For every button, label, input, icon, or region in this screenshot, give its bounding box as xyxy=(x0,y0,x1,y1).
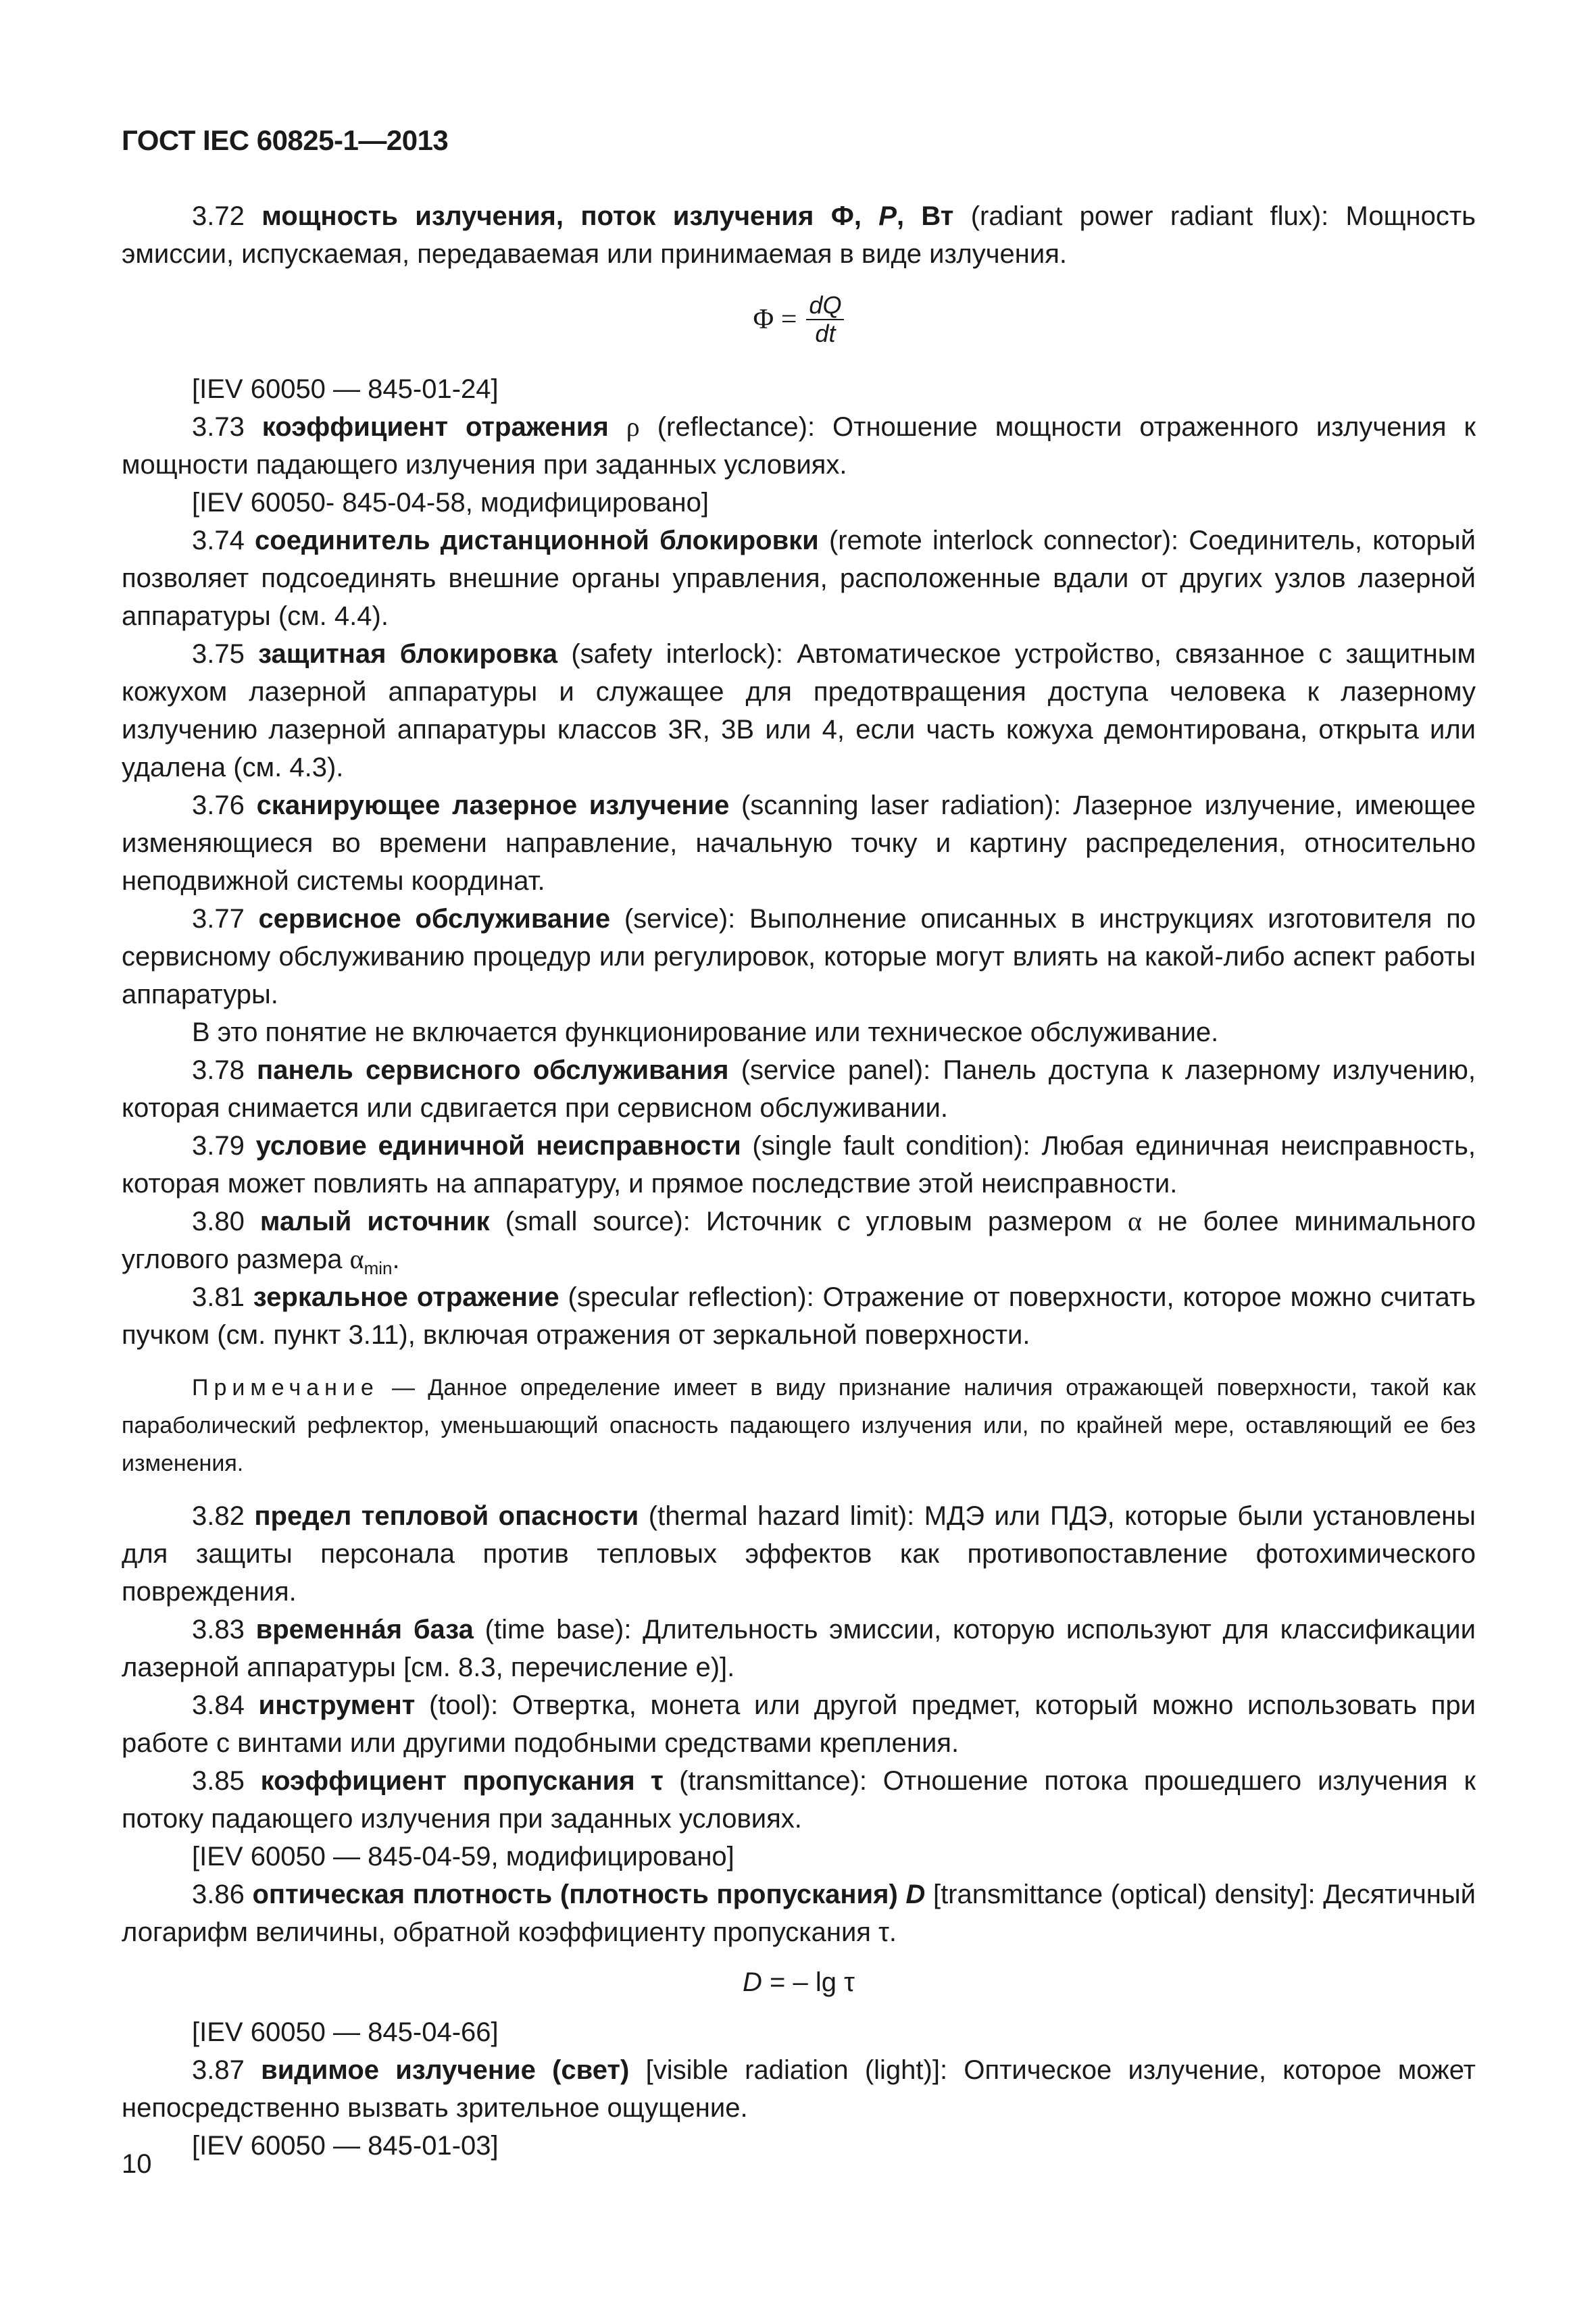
definition-3-78: 3.78 панель сервисного обслуживания (service panel): Панель доступа к лазерному излучению, которая снимается или сдвигается при сервисном обслуживании. xyxy=(122,1055,1476,1123)
note-text: — Данное определение имеет в виду признание наличия отражающей поверхности, такой как параболический рефлектор, уменьшающий опасность падающего излучения или, по крайней мере, оставляющий ее без изменения. xyxy=(122,1375,1476,1476)
definition-3-75: 3.75 защитная блокировка (safety interlock): Автоматическое устройство, связанное с защитным кожухом лазерной аппаратуры и служащее для предотвращения доступа человека к лазерному излучению лазерной аппаратуры классов 3R, 3B или 4, если часть кожуха демонтирована, открыта или удалена (см. 4.3). xyxy=(122,639,1476,782)
term: коэффициент пропускания τ xyxy=(260,1766,664,1796)
symbol: α xyxy=(349,1244,364,1274)
formula-radiant-flux xyxy=(122,292,1476,347)
definition-3-80: 3.80 малый источник (small source): Источник с угловым размером α не более минимального углового размера $\alpha_{min}$. xyxy=(122,1206,1476,1278)
term: мощность излучения, поток излучения Ф, P, Вт xyxy=(261,201,954,231)
term: условие единичной неисправности xyxy=(255,1131,741,1161)
symbol: ρ xyxy=(626,411,640,442)
definition-3-83: 3.83 временнáя база (time base): Длительность эмиссии, которую используют для классификации лазерной аппаратуры [см. 8.3, перечисление е)]. xyxy=(122,1615,1476,1682)
fraction xyxy=(806,292,844,347)
definition-3-76: 3.76 сканирующее лазерное излучение (scanning laser radiation): Лазерное излучение, имеющее изменяющиеся во времени направление, начальную точку и картину распределения, относительно неподвижной системы координат. xyxy=(122,790,1476,896)
definition-3-77-extra: В это понятие не включается функционирование или техническое обслуживание. xyxy=(192,1017,1219,1047)
term: зеркальное отражение xyxy=(253,1282,559,1312)
formula-optical-density: D = – lg τ xyxy=(743,1967,855,1997)
term: предел тепловой опасности xyxy=(254,1501,639,1531)
definition-3-74: 3.74 соединитель дистанционной блокировки (remote interlock connector): Соединитель, который позволяет подсоединять внешние органы управления, расположенные вдали от других узлов лазерной аппаратуры (см. 4.4). xyxy=(122,526,1476,631)
definition-3-81: 3.81 зеркальное отражение (specular reflection): Отражение от поверхности, которое можно считать пучком (см. пункт 3.11), включая отражения от зеркальной поверхности. xyxy=(122,1282,1476,1350)
term: временнáя база xyxy=(255,1615,474,1644)
reference-3-85: [IEV 60050 — 845-04-59, модифицировано] xyxy=(192,1842,734,1871)
note-label: Примечание xyxy=(192,1375,379,1401)
reference-3-73: [IEV 60050- 845-04-58, модифицировано] xyxy=(192,488,709,518)
definition-3-79: 3.79 условие единичной неисправности (single fault condition): Любая единичная неисправность, которая может повлиять на аппаратуру, и прямое последствие этой неисправности. xyxy=(122,1131,1476,1199)
reference-3-87: [IEV 60050 — 845-01-03] xyxy=(192,2131,499,2161)
reference-3-86: [IEV 60050 — 845-04-66] xyxy=(192,2017,499,2047)
document-body xyxy=(122,197,1476,2165)
definition-3-73: 3.73 коэффициент отражения ρ (reflectance): Отношение мощности отраженного излучения к мощности падающего излучения при заданных условиях. xyxy=(122,411,1476,480)
fraction-numerator: dQ xyxy=(806,292,844,320)
term: сканирующее лазерное излучение xyxy=(256,790,730,820)
term: панель сервисного обслуживания xyxy=(257,1055,729,1085)
term: сервисное обслуживание xyxy=(258,904,611,934)
fraction-denominator: dt xyxy=(815,320,836,347)
symbol: α xyxy=(1128,1206,1143,1236)
document-header: ГОСТ IEC 60825-1—2013 xyxy=(122,124,449,156)
definition-3-87: 3.87 видимое излучение (свет) [visible radiation (light)]: Оптическое излучение, которое может непосредственно вызвать зрительное ощущение. xyxy=(122,2055,1476,2123)
term: малый источник xyxy=(259,1207,490,1236)
term: оптическая плотность (плотность пропускания) D xyxy=(252,1880,926,1909)
formula-lhs: Φ = xyxy=(753,304,797,335)
definition-3-84: 3.84 инструмент (tool): Отвертка, монета или другой предмет, который можно использовать при работе с винтами или другими подобными средствами крепления. xyxy=(122,1690,1476,1758)
definition-3-86: 3.86 оптическая плотность (плотность пропускания) D [transmittance (optical) density]: Десятичный логарифм величины, обратной коэффициенту пропускания τ. xyxy=(122,1880,1476,1947)
note xyxy=(122,1369,1476,1482)
definition-3-82: 3.82 предел тепловой опасности (thermal hazard limit): МДЭ или ПДЭ, которые были установлены для защиты персонала против тепловых эффектов как противопоставление фотохимического повреждения. xyxy=(122,1501,1476,1607)
definition-3-77: 3.77 сервисное обслуживание (service): Выполнение описанных в инструкциях изготовителя по сервисному обслуживанию процедур или регулировок, которые могут влиять на какой-либо аспект работы аппаратуры. xyxy=(122,904,1476,1009)
term: защитная блокировка xyxy=(258,639,558,669)
definition-3-72 xyxy=(122,197,1476,273)
term: соединитель дистанционной блокировки xyxy=(255,526,819,555)
reference-3-72: [IEV 60050 — 845-01-24] xyxy=(192,374,499,404)
term: инструмент xyxy=(258,1690,416,1720)
clause-number: 3.72 xyxy=(192,201,245,231)
page-number: 10 xyxy=(122,2149,152,2179)
term: коэффициент отражения xyxy=(261,412,609,442)
definition-3-85: 3.85 коэффициент пропускания τ (transmittance): Отношение потока прошедшего излучения к потоку падающего излучения при заданных условиях. xyxy=(122,1766,1476,1834)
term: видимое излучение (свет) xyxy=(261,2055,630,2085)
definition-text: (radiant power radiant flux): Мощность эмиссии, испускаемая, передаваемая или принимаемая в виде излучения. xyxy=(122,201,1476,269)
